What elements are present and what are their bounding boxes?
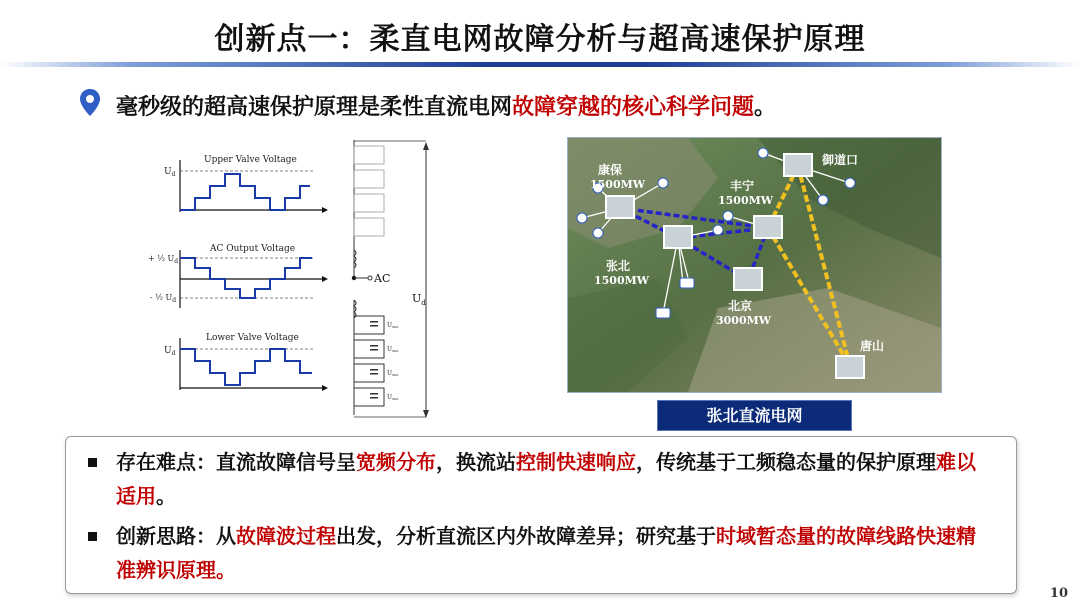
square-bullet-icon	[88, 458, 97, 467]
upper-valve-title: Upper Valve Voltage	[204, 155, 297, 165]
slide-title: 创新点一：柔直电网故障分析与超高速保护原理	[214, 22, 866, 57]
station-fengning: 丰宁	[730, 179, 755, 193]
dc-voltage-label: $U_d$	[412, 292, 426, 307]
station-zhangbei-power: 1500MW	[594, 274, 650, 287]
lower-valve-waveform	[180, 349, 312, 385]
upper-ylabel: $U_d$	[164, 167, 176, 178]
station-beijing: 北京	[728, 299, 753, 313]
note-text-1: 存在难点：直流故障信号呈宽频分布，换流站控制快速响应，传统基于工频稳态量的保护原理难以适用。	[116, 450, 976, 508]
station-kangbao: 康保	[598, 163, 623, 177]
station-zhangbei: 张北	[606, 259, 631, 273]
headline-end: 。	[754, 95, 777, 120]
note-text-2: 创新思路：从故障波过程出发，分析直流区内外故障差异；研究基于时域暂态量的故障线路快速精准辨识原理。	[116, 524, 976, 582]
station-beijing-power: 3000MW	[716, 314, 772, 327]
map-caption: 张北直流电网	[657, 400, 852, 431]
mmc-waveform-diagram	[140, 140, 450, 420]
station-fengning-power: 1500MW	[718, 194, 774, 207]
station-tangshan: 唐山	[860, 339, 885, 353]
station-yudaokou: 御道口	[822, 153, 859, 167]
cap-label-1: Usm	[387, 322, 398, 329]
map-canvas	[568, 138, 941, 392]
headline-highlight: 故障穿越的核心科学问题	[512, 95, 755, 120]
location-pin-icon	[78, 88, 102, 118]
cap-label-4: Usm	[387, 394, 398, 401]
notes-box	[65, 436, 1017, 594]
zhangbei-grid-map	[567, 137, 942, 393]
square-bullet-icon	[88, 532, 97, 541]
mmc-arm-circuit	[352, 140, 429, 418]
headline-part1: 毫秒级的超高速保护原理是柔性直流电网	[116, 95, 513, 120]
ac-plus-label: + ½ $U_d$	[148, 254, 179, 265]
cap-label-3: Usm	[387, 370, 398, 377]
title-divider	[0, 62, 1080, 67]
station-kangbao-power: 1500MW	[590, 178, 646, 191]
cap-label-2: Usm	[387, 346, 398, 353]
ac-node-label: AC	[374, 272, 391, 285]
ac-output-title: AC Output Voltage	[210, 244, 296, 254]
lower-valve-title: Lower Valve Voltage	[206, 333, 299, 343]
ac-output-waveform	[180, 258, 312, 298]
upper-valve-waveform	[180, 174, 310, 210]
lower-ylabel: $U_d$	[164, 346, 176, 357]
page-number: 10	[1049, 586, 1068, 601]
ac-minus-label: - ½ $U_d$	[150, 293, 177, 304]
